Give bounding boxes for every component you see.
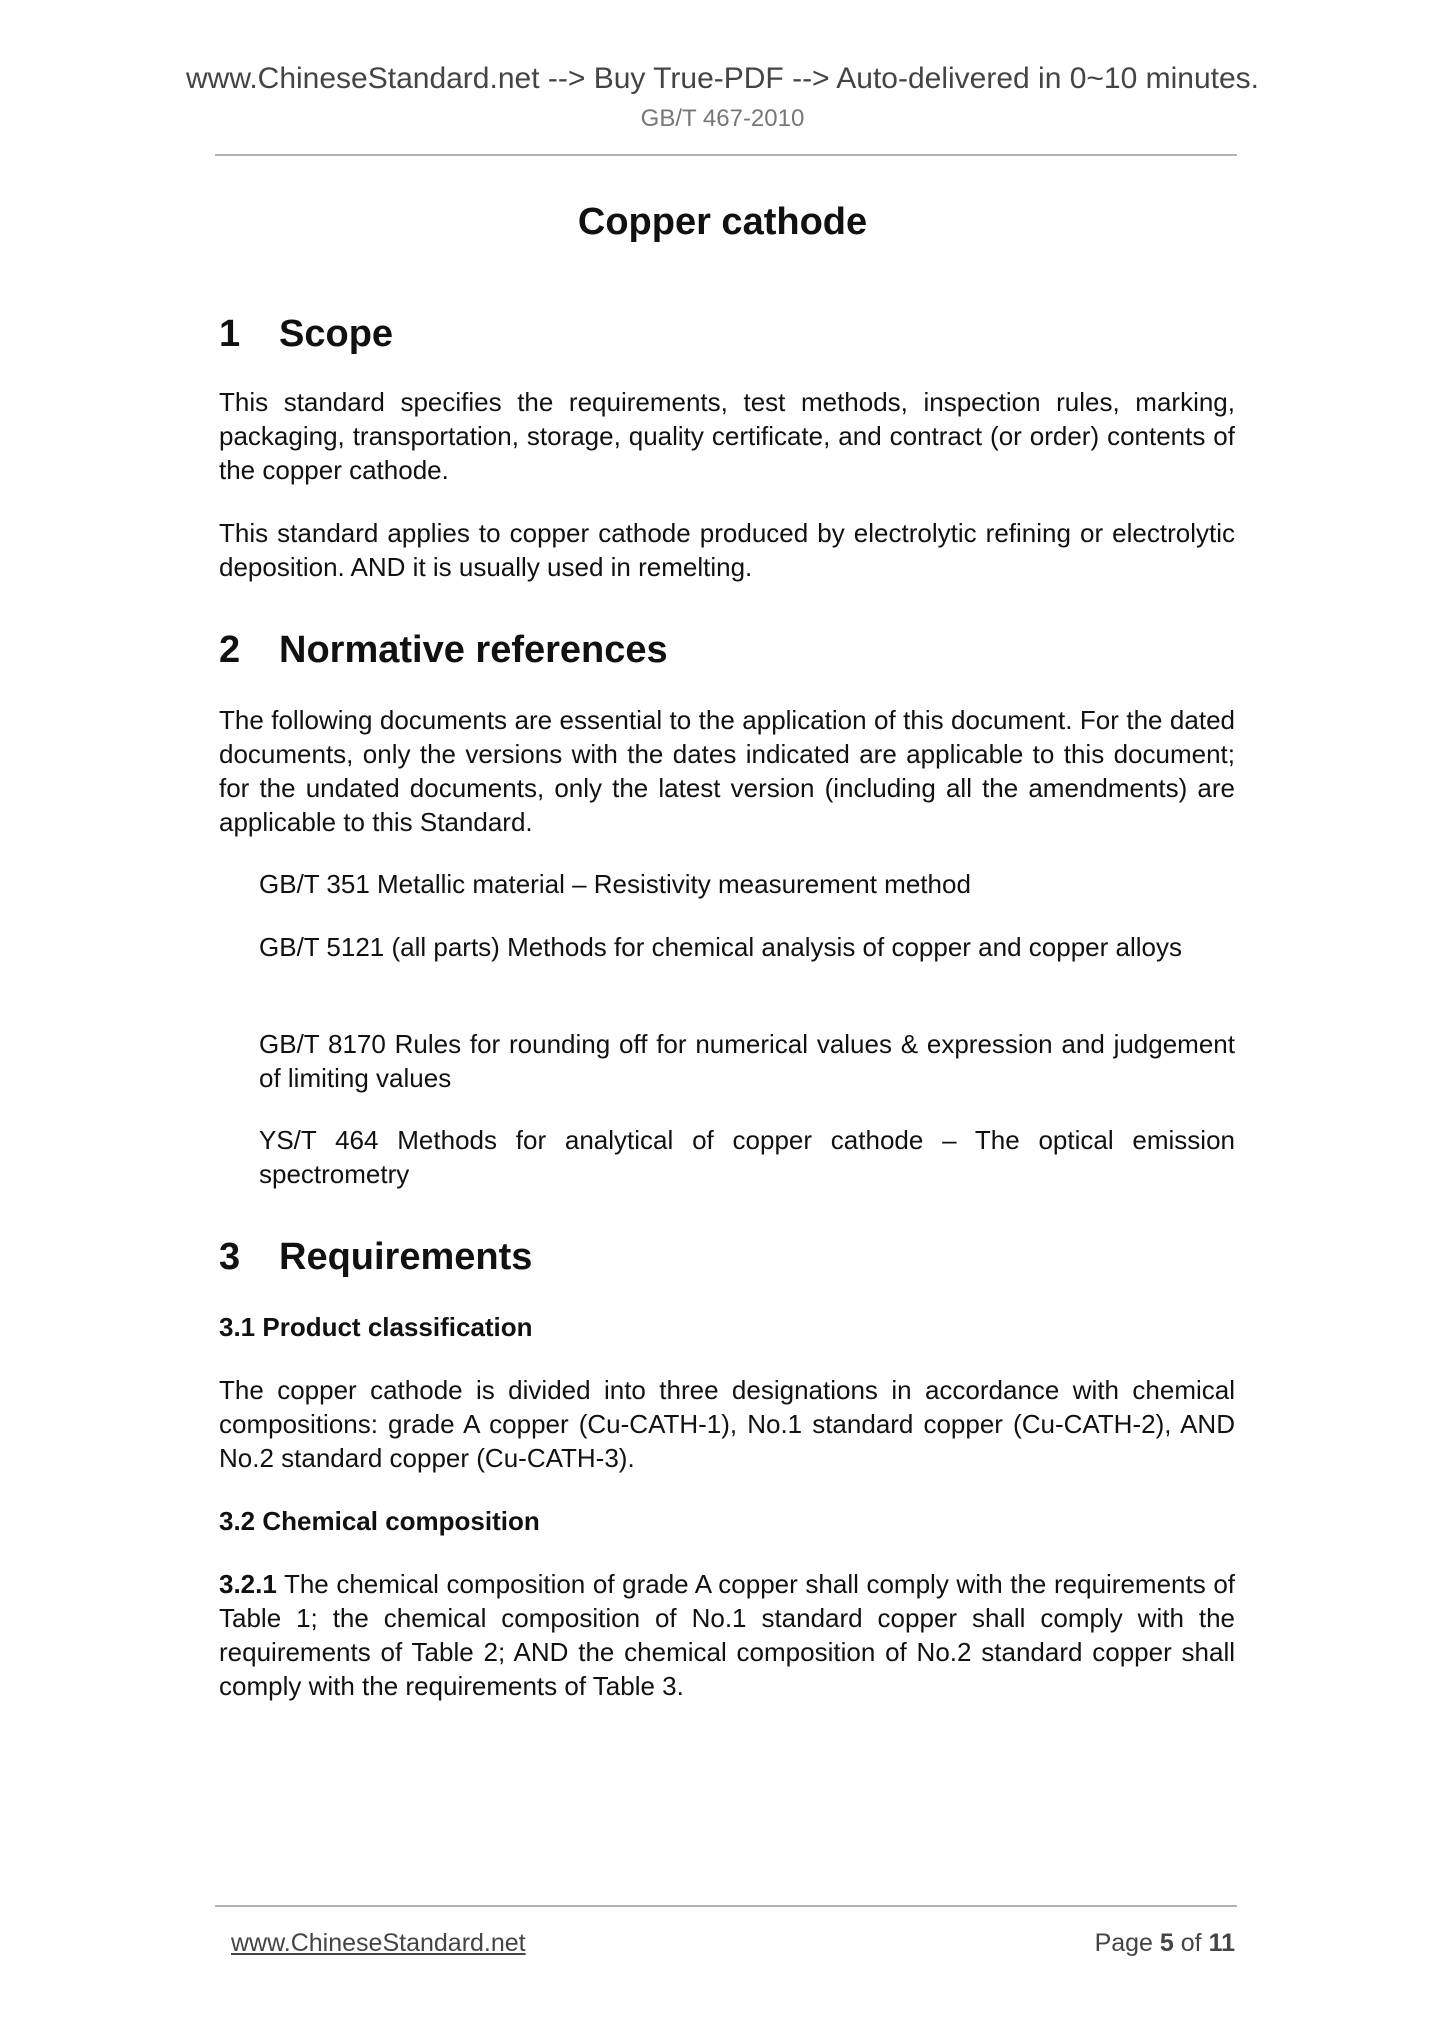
header-divider bbox=[215, 154, 1237, 156]
references-intro: The following documents are essential to the application of this document. For the dated documents, only the versions with the dates indicated are applicable to this document; for the undated documents, only the latest version (including all the amendments) are applicable to this Standard. bbox=[219, 705, 1235, 837]
section-title: Requirements bbox=[279, 1236, 533, 1278]
total-pages: 11 bbox=[1208, 1929, 1235, 1957]
subsection-3-2-heading: 3.2 Chemical composition bbox=[219, 1506, 540, 1536]
section-2-heading bbox=[219, 628, 668, 672]
subsection-3-1-heading: 3.1 Product classification bbox=[219, 1312, 533, 1342]
page-label: Page bbox=[1094, 1929, 1160, 1957]
reference-item: GB/T 351 Metallic material – Resistivity measurement method bbox=[259, 869, 971, 899]
page-title: Copper cathode bbox=[577, 201, 868, 243]
section-number: 2 bbox=[219, 629, 241, 671]
page-of-label: of bbox=[1173, 1929, 1209, 1957]
current-page: 5 bbox=[1159, 1929, 1174, 1957]
section-title: Scope bbox=[279, 313, 394, 355]
document-code: GB/T 467-2010 bbox=[640, 105, 805, 132]
page-number bbox=[1095, 1927, 1235, 1959]
reference-item: YS/T 464 Methods for analytical of copper cathode – The optical emission spectrometry bbox=[259, 1125, 1235, 1189]
section-title: Normative references bbox=[279, 629, 668, 671]
header-banner: www.ChineseStandard.net --> Buy True-PDF --> Auto-delivered in 0~10 minutes. bbox=[185, 62, 1260, 95]
section-3-heading bbox=[219, 1235, 532, 1279]
footer-website-link[interactable]: www.ChineseStandard.net bbox=[231, 1929, 526, 1957]
clause-number: 3.2.1 bbox=[219, 1569, 277, 1599]
scope-paragraph-1: This standard specifies the requirements, test methods, inspection rules, marking, packaging, transportation, storage, quality certificate, and contract (or order) contents of the copper cathode. bbox=[219, 387, 1235, 485]
section-number: 1 bbox=[219, 313, 241, 355]
clause-text: The chemical composition of grade A copper shall comply with the requirements of Table 1; the chemical composition of No.1 standard copper shall comply with the requirements of Table 2; AND the chemical composition of No.2 standard copper shall comply with the requirements of Table 3. bbox=[219, 1569, 1235, 1701]
clause-3-2-1 bbox=[219, 1567, 1235, 1703]
section-1-heading bbox=[219, 312, 393, 356]
reference-item: GB/T 8170 Rules for rounding off for numerical values & expression and judgement of limiting values bbox=[259, 1029, 1235, 1093]
section-number: 3 bbox=[219, 1236, 241, 1278]
footer-divider bbox=[215, 1905, 1237, 1907]
classification-paragraph: The copper cathode is divided into three designations in accordance with chemical compositions: grade A copper (Cu-CATH-1), No.1 standard copper (Cu-CATH-2), AND No.2 standard copper (Cu-CATH-3). bbox=[219, 1375, 1235, 1473]
scope-paragraph-2: This standard applies to copper cathode produced by electrolytic refining or electrolytic deposition. AND it is usually used in remelting. bbox=[219, 518, 1235, 582]
reference-item: GB/T 5121 (all parts) Methods for chemical analysis of copper and copper alloys bbox=[259, 932, 1182, 962]
